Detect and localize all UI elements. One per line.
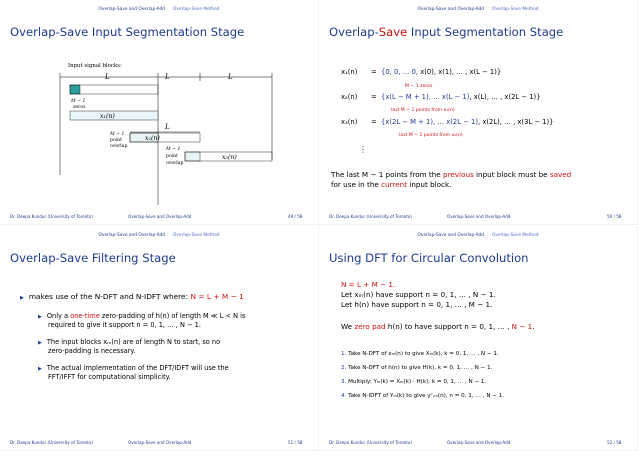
eq3-values: , x(2L), … , x(3L − 1)}: [478, 118, 554, 126]
slide-49: [0, 0, 319, 225]
footer-center: Overlap-Save and Overlap-Add: [447, 440, 511, 445]
main-bullet: ▶ makes use of the N-DFT and N-IDFT where: N = L + M − 1: [20, 292, 244, 301]
slide-title: Overlap-Save Input Segmentation Stage: [10, 25, 245, 39]
eq2-lhs: x₂(n): [341, 93, 358, 101]
word-previous: previous: [443, 170, 474, 179]
footer-author: Dr. Deepa Kundur (University of Toronto): [10, 214, 94, 219]
sub-bullet-2-line-1: ▶ The input blocks xₘ(n) are of length N to start, so no: [38, 338, 221, 346]
step-3: 3. Multiply: Yₘ(k) = Xₘ(k) · H(k), k = 0, 1, … , N − 1.: [341, 379, 487, 385]
footer-author: Dr. Deepa Kundur (University of Toronto): [329, 440, 413, 445]
slide-title: [329, 25, 563, 39]
page-number: 49 / 58: [288, 214, 303, 219]
sub-bullet-2-line-2: zero-padding is necessary.: [48, 347, 136, 355]
nav-section[interactable]: Overlap-Save and Overlap-Add: [98, 7, 165, 12]
title-post: Input Segmentation Stage: [407, 25, 564, 39]
eq1-rhs: [381, 68, 501, 78]
label-point-x3: point: [166, 154, 178, 159]
slide-nav: [319, 7, 637, 12]
footer-author: Dr. Deepa Kundur (University of Toronto): [329, 214, 413, 219]
word-saved: saved: [549, 170, 572, 179]
n-minus-one: N − 1: [511, 322, 533, 331]
footer-center: Overlap-Save and Overlap-Add: [128, 214, 192, 219]
nav-section[interactable]: Overlap-Save and Overlap-Add: [417, 233, 484, 238]
label-m1-x3: M − 1: [166, 147, 181, 152]
para-line-2: for use in the current input block.: [331, 180, 452, 189]
sub-bullet-1-line-2: required to give it support n = 0, 1, … , N − 1.: [48, 321, 201, 329]
diagram-caption: Input signal blocks:: [68, 63, 122, 69]
page-number: 52 / 58: [607, 440, 622, 445]
x1-block: [70, 85, 158, 94]
eq2-equals: =: [371, 93, 377, 101]
step-number: 4.: [341, 393, 347, 399]
eq1-note: M − 1 zeros: [405, 84, 433, 89]
nav-subsection[interactable]: Overlap-Save Method: [492, 7, 539, 12]
eq2-carried: {x(L − M + 1), … x(L − 1): [381, 93, 470, 101]
nav-section[interactable]: Overlap-Save and Overlap-Add: [98, 233, 165, 238]
bullet-triangle-icon: ▶: [38, 366, 42, 372]
label-x2: x₂(n): [145, 135, 160, 142]
label-x1: x₁(n): [100, 113, 115, 120]
label-L-3: L: [228, 73, 233, 81]
vertical-dots: ⋮: [359, 145, 367, 154]
eq1-lhs: x₁(n): [341, 68, 358, 76]
eq2-rhs: [381, 93, 541, 103]
eq2-note: last M − 1 points from x₁(n): [391, 108, 455, 113]
slide-52: [319, 226, 638, 451]
step-number: 1.: [341, 351, 347, 357]
label-overlap-x2: overlap: [110, 144, 128, 149]
eq2-values: , x(L), … , x(2L − 1)}: [469, 93, 541, 101]
step-number: 3.: [341, 379, 347, 385]
eq3-equals: =: [371, 118, 377, 126]
label-zeros: zeros: [73, 105, 86, 110]
eq3-lhs: x₃(n): [341, 118, 358, 126]
footer-author: Dr. Deepa Kundur (University of Toronto): [10, 440, 94, 445]
bullet-triangle-icon: ▶: [38, 314, 42, 320]
page-number: 51 / 58: [288, 440, 303, 445]
segmentation-diagram: [0, 55, 319, 215]
label-L-1: L: [105, 73, 110, 81]
page-number: 50 / 58: [607, 214, 622, 219]
slide-nav: [319, 233, 637, 238]
footer-center: Overlap-Save and Overlap-Add: [128, 440, 192, 445]
sub-bullet-3-line-1: ▶ The actual implementation of the DFT/IDFT will use the: [38, 364, 229, 372]
zeros-block: [70, 85, 80, 94]
footer-center: Overlap-Save and Overlap-Add: [447, 214, 511, 219]
eq3-carried: {x(2L − M + 1), … x(2L − 1): [381, 118, 479, 126]
nav-subsection[interactable]: Overlap-Save Method: [173, 7, 220, 12]
word-current: current: [381, 180, 408, 189]
n-definition: N = L + M − 1: [190, 292, 244, 301]
eq1-values: x(0), x(1), … , x(L − 1)}: [418, 68, 502, 76]
word-zero-pad: zero pad: [354, 322, 386, 331]
label-x3: x₃(n): [222, 154, 237, 161]
n-definition: N = L + M − 1.: [341, 280, 396, 289]
nav-section[interactable]: Overlap-Save and Overlap-Add: [417, 7, 484, 12]
support-x: Let xₘ(n) have support n = 0, 1, … , N − 1.: [341, 290, 496, 299]
step-2: 2. Take N-DFT of h(n) to give H(k), k = 0, 1, … , N − 1.: [341, 365, 493, 371]
label-L-2: L: [165, 73, 170, 81]
slide-51: [0, 226, 319, 451]
label-overlap-x3: overlap: [166, 161, 184, 166]
slide-title: Overlap-Save Filtering Stage: [10, 251, 176, 265]
x3-overlap-block: [185, 152, 200, 161]
support-h: Let h(n) have support n = 0, 1, … , M − 1.: [341, 300, 493, 309]
label-L-x2: L: [165, 123, 170, 131]
para-line-1: The last M − 1 points from the previous input block must be saved: [331, 170, 572, 179]
title-red: Save: [378, 25, 408, 39]
slide-title: Using DFT for Circular Convolution: [329, 251, 529, 265]
slide-nav: [0, 7, 318, 12]
word-one-time: one-time: [70, 312, 100, 320]
bullet-triangle-icon: ▶: [20, 295, 24, 301]
slide-50: [319, 0, 638, 225]
sub-bullet-1-line-1: ▶ Only a one-time zero-padding of h(n) of length M ≪ L < N is: [38, 312, 246, 320]
nav-subsection[interactable]: Overlap-Save Method: [173, 233, 220, 238]
label-m1-x2: M − 1: [110, 132, 125, 137]
step-number: 2.: [341, 365, 347, 371]
label-m1-zeros: M − 1: [71, 99, 86, 104]
step-1: 1. Take N-DFT of xₘ(n) to give Xₘ(k), k = 0, 1, … , N − 1.: [341, 351, 499, 357]
eq3-rhs: [381, 118, 554, 128]
step-4: 4. Take N-IDFT of Yₘ(k) to give yᶜ,ₘ(n), n = 0, 1, … , N − 1.: [341, 393, 505, 399]
eq3-note: last M − 1 points from x₂(n): [399, 133, 463, 138]
slide-nav: [0, 233, 318, 238]
title-pre: Overlap-: [329, 25, 379, 39]
eq1-equals: =: [371, 68, 377, 76]
zero-pad-line: We zero pad h(n) to have support n = 0, 1, … , N − 1.: [341, 322, 535, 331]
nav-subsection[interactable]: Overlap-Save Method: [492, 233, 539, 238]
bullet-triangle-icon: ▶: [38, 340, 42, 346]
label-point-x2: point: [110, 138, 122, 143]
sub-bullet-3-line-2: FFT/IFFT for computational simplicity.: [48, 373, 171, 381]
eq1-zeros: {0, 0, … 0,: [381, 68, 419, 76]
